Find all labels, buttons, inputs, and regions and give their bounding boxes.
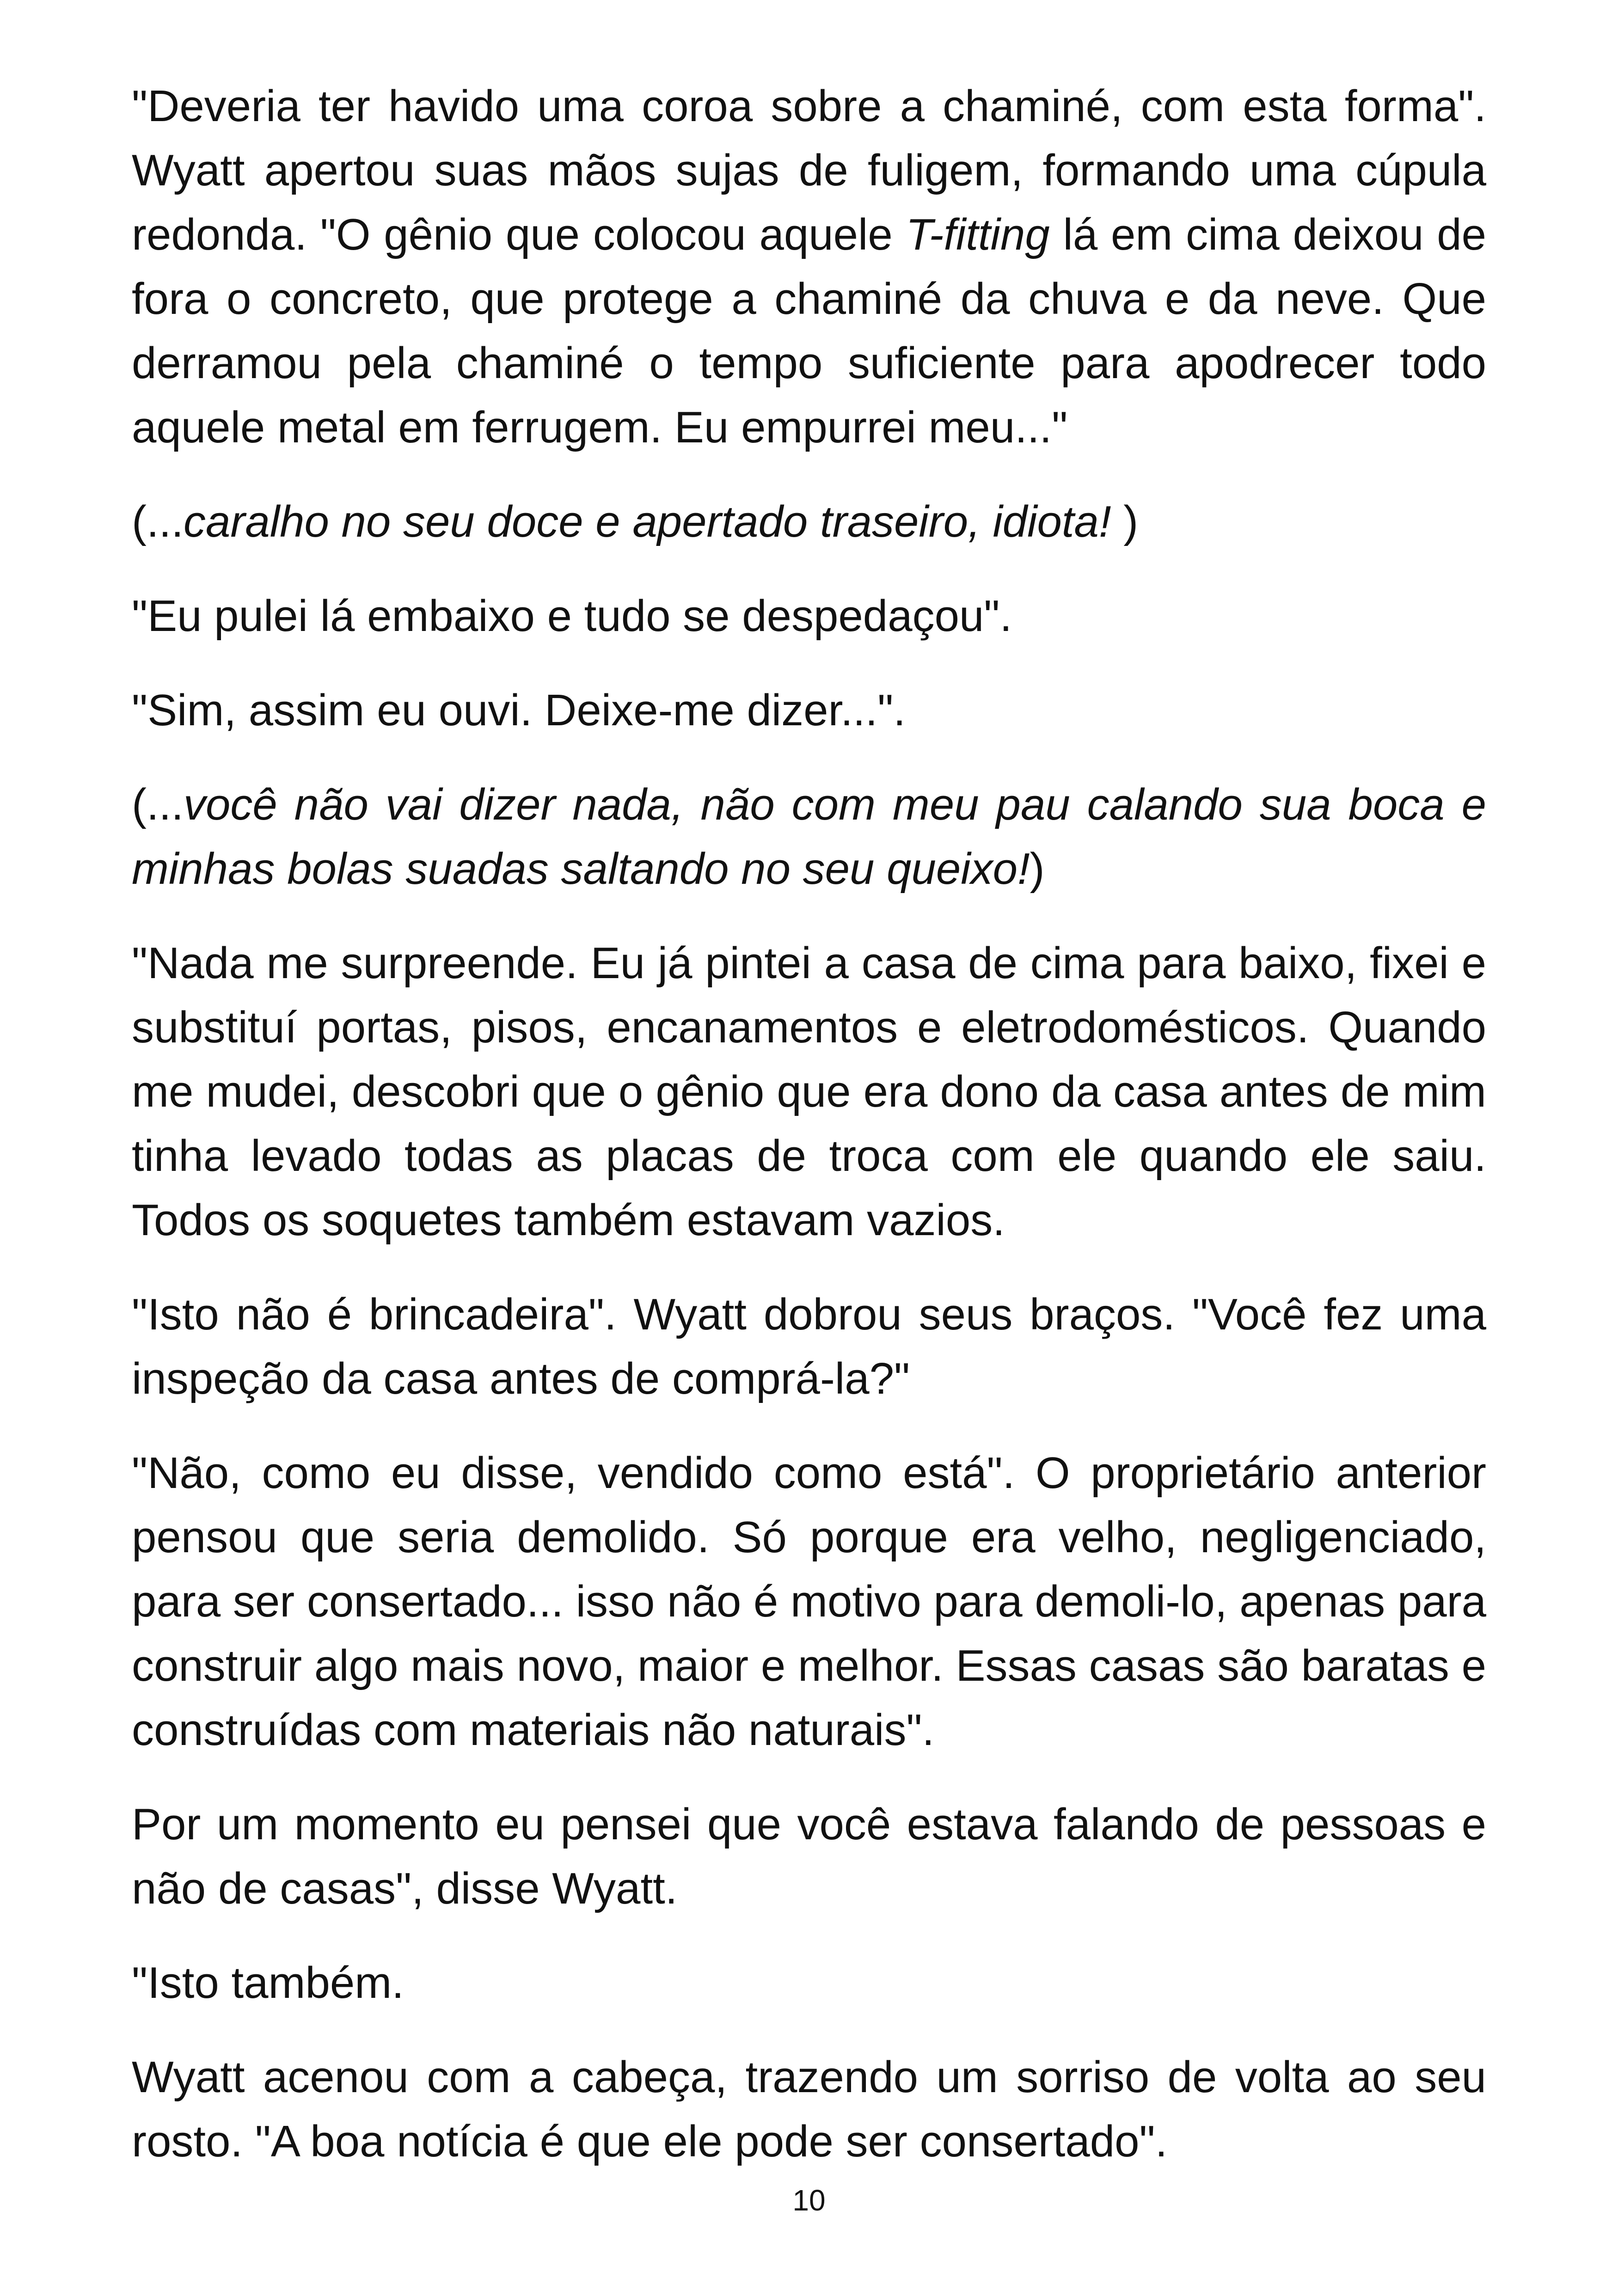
paragraph xyxy=(132,772,1486,901)
text-segment: "Deveria ter havido uma coroa sobre a chaminé, com esta forma". Wyatt apertou suas mãos sujas de fuligem, formando uma cúpula redonda. "O gênio que colocou aquele xyxy=(132,81,1486,259)
paragraph xyxy=(132,678,1486,742)
italic-text-segment: T-fitting xyxy=(906,210,1050,259)
text-segment: "Eu pulei lá embaixo e tudo se despedaçou". xyxy=(132,591,1012,641)
text-segment: "Não, como eu disse, vendido como está". O proprietário anterior pensou que seria demolido. Só porque era velho, negligenciado, para ser consertado... isso não é motivo para demoli-lo, apenas para construir algo mais novo, maior e melhor. Essas casas são baratas e construídas com materiais não naturais". xyxy=(132,1448,1486,1755)
paragraph xyxy=(132,1951,1486,2015)
text-segment: "Isto também. xyxy=(132,1958,404,2008)
paragraph xyxy=(132,1792,1486,1921)
paragraph xyxy=(132,1441,1486,1762)
paragraph xyxy=(132,2045,1486,2174)
text-segment: "Sim, assim eu ouvi. Deixe-me dizer...". xyxy=(132,686,906,735)
italic-text-segment: caralho no seu doce e apertado traseiro, idiota! xyxy=(183,497,1111,546)
text-segment: ) xyxy=(1030,844,1045,894)
paragraph xyxy=(132,490,1486,554)
text-segment: "Isto não é brincadeira". Wyatt dobrou seus braços. "Você fez uma inspeção da casa antes de comprá-la?" xyxy=(132,1290,1486,1403)
paragraph xyxy=(132,584,1486,648)
text-segment: "Nada me surpreende. Eu já pintei a casa de cima para baixo, fixei e substituí portas, pisos, encanamentos e eletrodomésticos. Quando me mudei, descobri que o gênio que era dono da casa antes de mim tinha levado todas as placas de troca com ele quando ele saiu. Todos os soquetes também estavam vazios. xyxy=(132,938,1486,1245)
italic-text-segment: você não vai dizer nada, não com meu pau calando sua boca e minhas bolas suadas saltando no seu queixo! xyxy=(132,780,1486,894)
text-segment: Por um momento eu pensei que você estava falando de pessoas e não de casas", disse Wyatt. xyxy=(132,1800,1486,1913)
text-segment: lá em cima deixou de fora o concreto, que protege a chaminé da chuva e da neve. Que derramou pela chaminé o tempo suficiente para apodrecer todo aquele metal em ferrugem. Eu empurrei meu..." xyxy=(132,210,1487,452)
body-text xyxy=(132,74,1486,2174)
text-segment: (... xyxy=(132,497,184,546)
paragraph xyxy=(132,74,1486,459)
paragraph xyxy=(132,931,1486,1252)
text-segment: (... xyxy=(132,780,184,829)
text-segment: Wyatt acenou com a cabeça, trazendo um sorriso de volta ao seu rosto. "A boa notícia é que ele pode ser consertado". xyxy=(132,2052,1486,2166)
text-segment: ) xyxy=(1111,497,1139,546)
page-number: 10 xyxy=(792,2184,826,2217)
document-page xyxy=(132,74,1486,2204)
paragraph xyxy=(132,1282,1486,1411)
